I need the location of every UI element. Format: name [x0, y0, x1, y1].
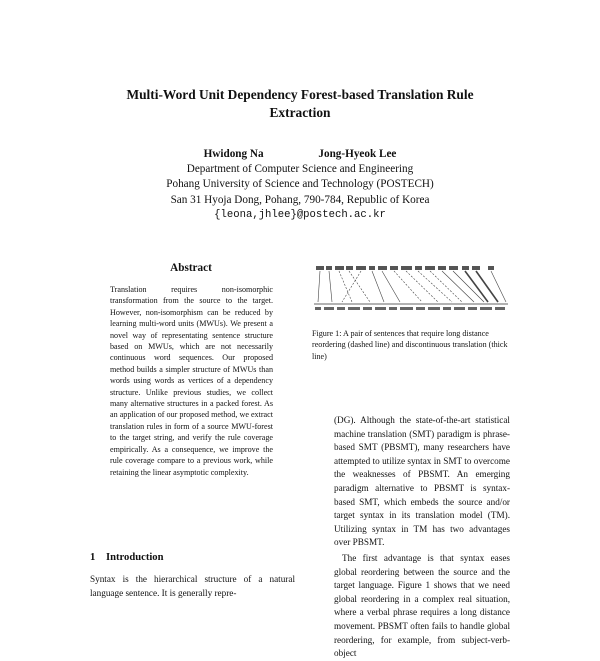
author-email: {leona,jhlee}@postech.ac.kr — [214, 208, 386, 221]
abstract-text: Translation requires non-isomorphic transformation from the source to the target. However, non-isomorphism can be reduced by learning multi-word units (MWUs). We present a novel way of representating sentence structure based on MWUs, which are not necessarily continuous word sequences. Our proposed method builds a simpler structure of MWUs than words using words as vertices of a dependency structure. Unlike previous studies, we collect many alternative structures in a packed forest. As an application of our proposed method, we extract translation rules in form of a source MWU-forest to the target string, and verify the rule coverage empirically. As a consequence, we improve the rule coverage compare to a previous work, while retaining the linear asymptotic complexity. — [110, 285, 273, 477]
figure-1-caption — [312, 328, 510, 362]
author-1: Hwidong Na — [203, 148, 264, 160]
title-line-2: Extraction — [269, 105, 331, 120]
title-line-1: Multi-Word Unit Dependency Forest-based Translation Rule — [126, 87, 474, 102]
affiliation-line-2: Pohang University of Science and Technology (POSTECH) — [166, 178, 434, 191]
section-title: Introduction — [106, 552, 164, 563]
abstract-body — [110, 284, 273, 478]
abstract-heading: Abstract — [170, 262, 212, 274]
intro-text: Syntax is the hierarchical structure of a natural language sentence. It is generally repre- — [90, 574, 295, 598]
right-column-paragraph-1: (DG). Although the state-of-the-art statistical machine translation (SMT) paradigm is phrase-based SMT (PBSMT), many researchers have attempted to utilize syntax in SMT to overcome the weaknesses of PBSMT. An emerging paradigm alternative to PBSMT is syntax-based SMT, which embeds the source and/or target syntax in its translation model (TM). Utilizing syntax in TM has two advantages over PBSMT. — [334, 415, 510, 548]
right-column-body — [334, 414, 510, 661]
figure-1-alignment-diagram — [312, 258, 510, 318]
author-block — [60, 147, 540, 223]
right-column-paragraph-2: The first advantage is that syntax eases global reordering between the source and the target language. Figure 1 shows that we need global reordering in a complex real situation, where a verbal phrase requires a long distance movement. PBSMT often fails to handle global reordering, for example, from subject-verb-object — [334, 552, 510, 659]
source-tokens — [316, 266, 494, 270]
affiliation-line-1: Department of Computer Science and Engineering — [186, 163, 414, 176]
author-2: Jong-Hyeok Lee — [318, 148, 397, 160]
author-names — [60, 147, 540, 162]
target-tokens — [315, 307, 505, 310]
section-heading — [90, 552, 164, 563]
section-number: 1 — [90, 552, 96, 563]
affiliation-line-3: San 31 Hyoja Dong, Pohang, 790-784, Republic of Korea — [170, 193, 430, 206]
intro-body — [90, 573, 295, 600]
paper-title — [60, 86, 540, 122]
figure-1-caption-text: Figure 1: A pair of sentences that require long distance reordering (dashed line) and discontinuous translation (thick line) — [312, 329, 508, 361]
alignment-lines — [318, 271, 506, 302]
